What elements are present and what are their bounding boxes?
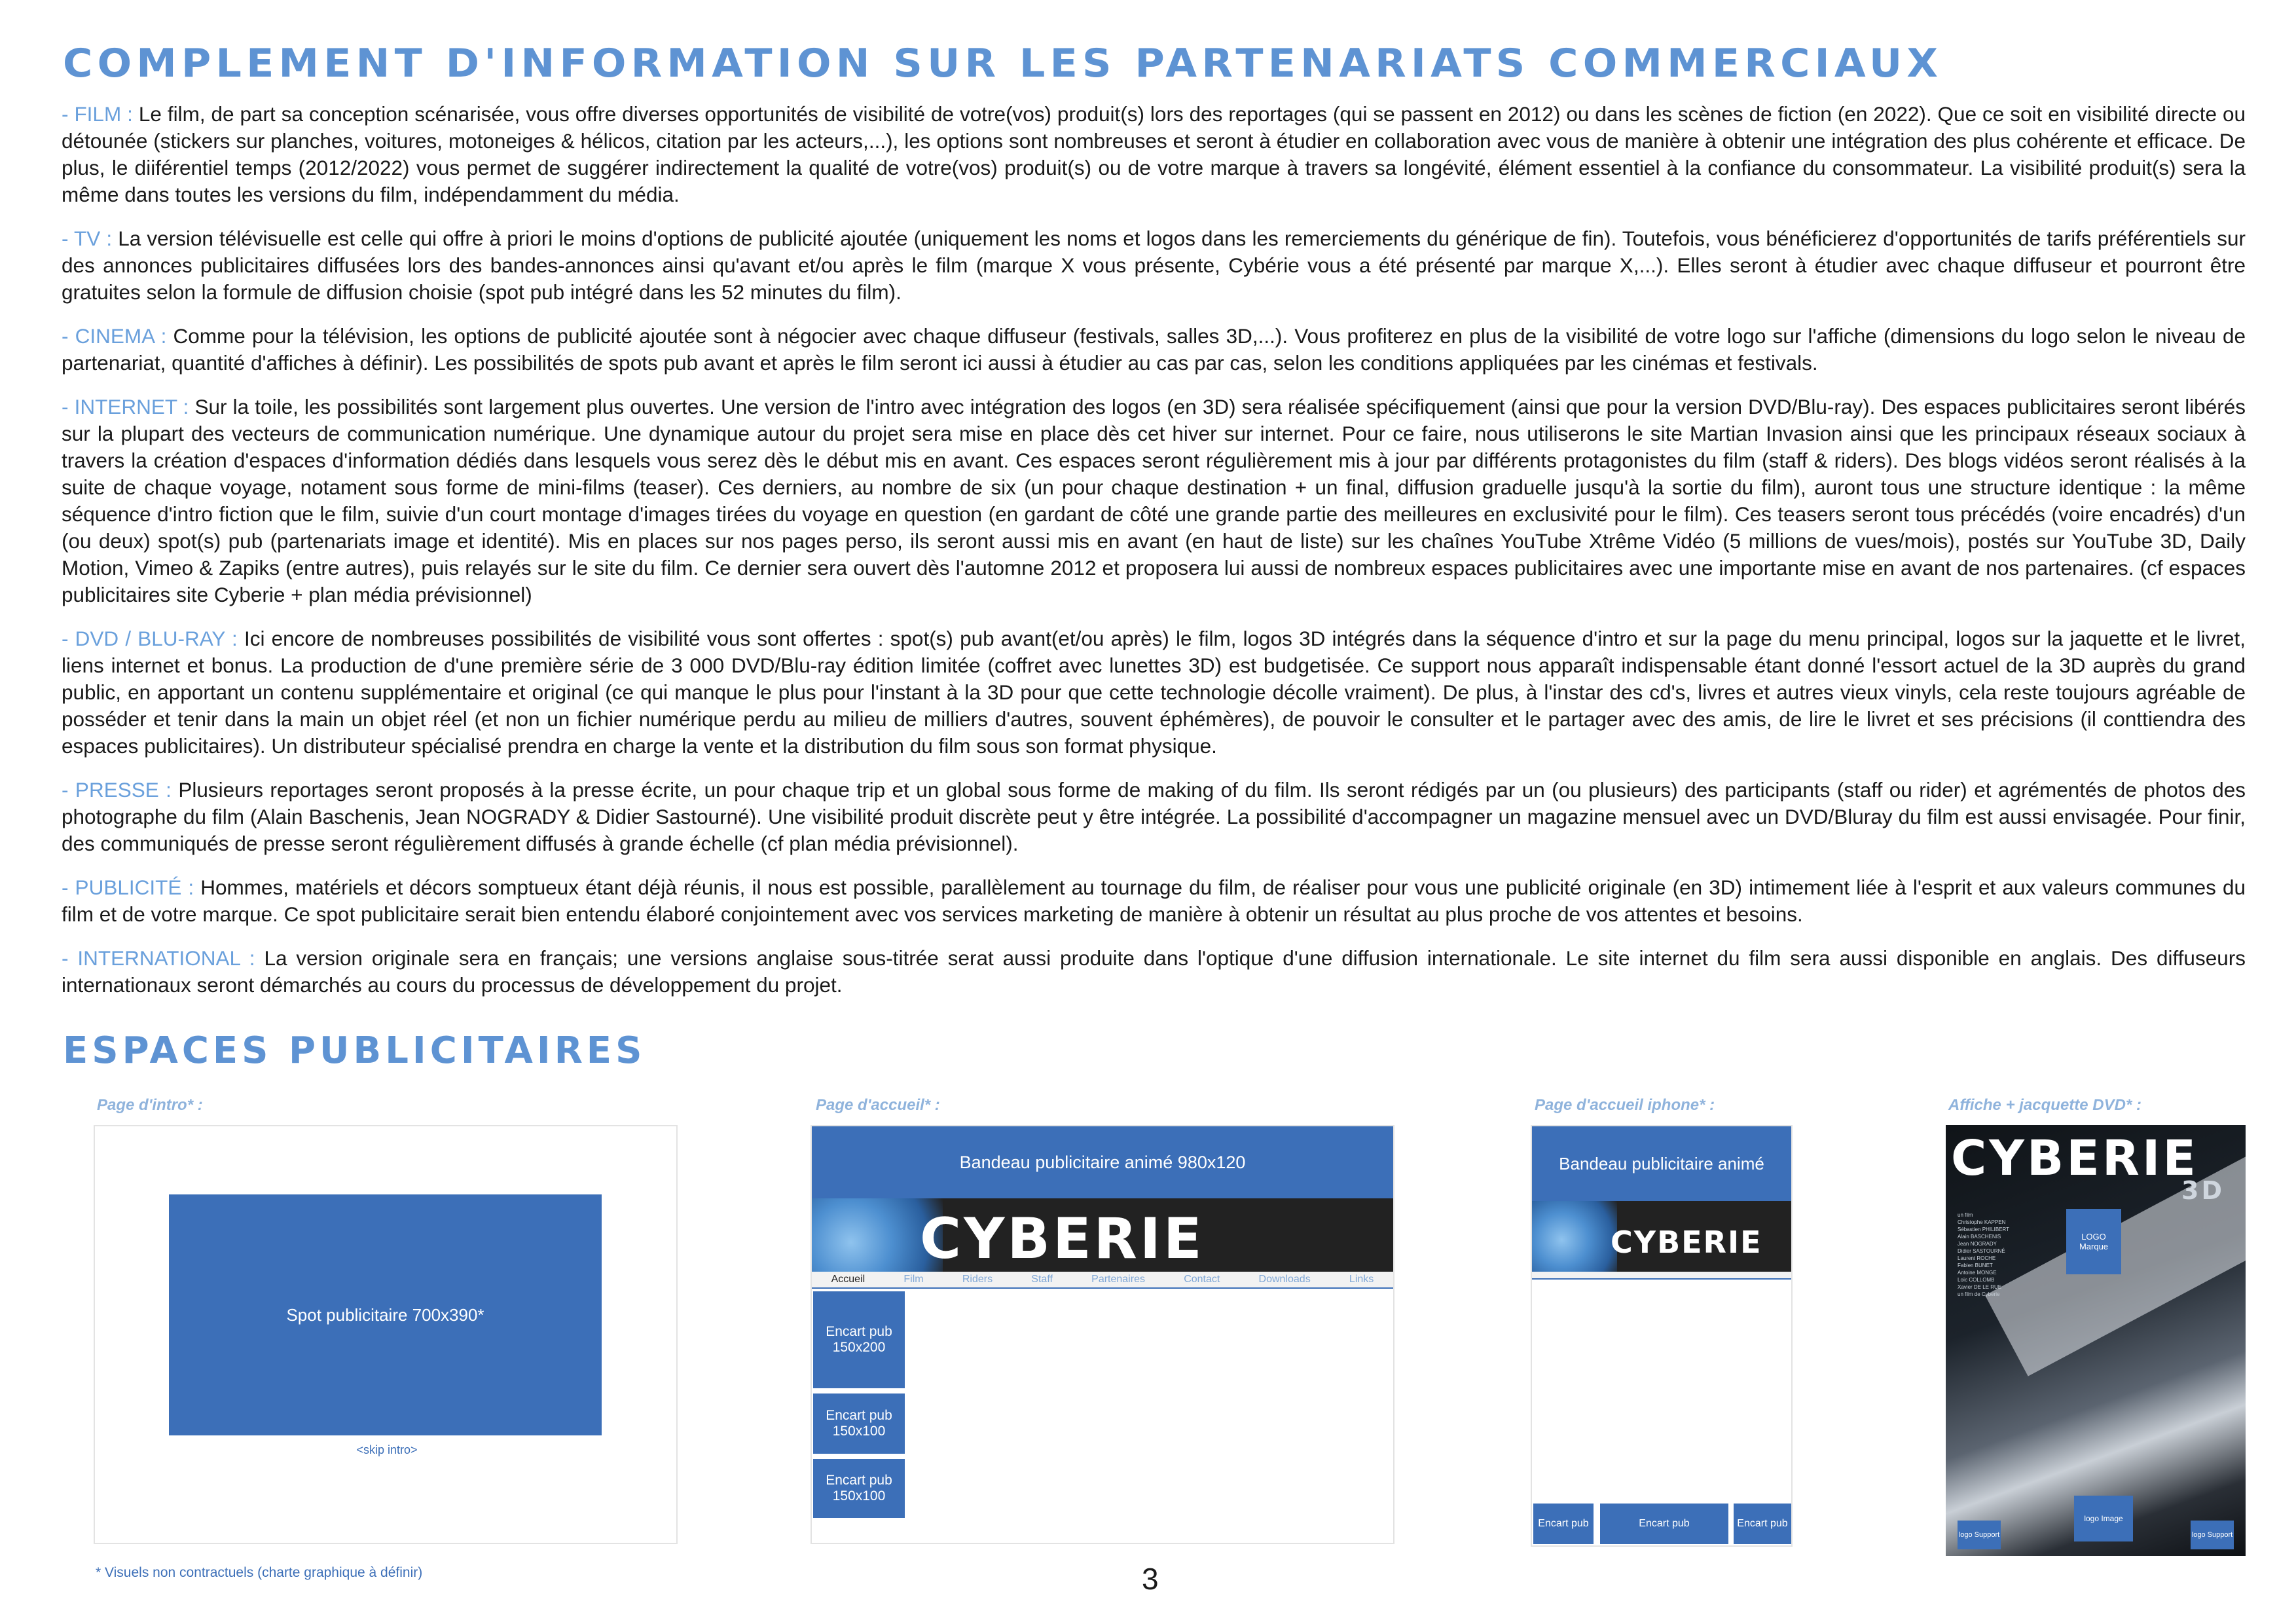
panel-home-caption: Page d'accueil* : [816,1096,940,1114]
poster-credit-line: un film de Cyberie [1958,1291,2000,1297]
section-paragraph [62,394,2246,608]
section-label: - INTERNET : [62,395,189,418]
poster-logo: CYBERIE [1951,1130,2198,1187]
footnote: * Visuels non contractuels (charte graphique à définir) [96,1565,423,1580]
poster-credit-line: Alain BASCHENIS [1958,1234,2001,1240]
panel-poster-caption: Affiche + jacquette DVD* : [1948,1096,2141,1114]
poster-credit-line: Loïc COLLOMB [1958,1277,1995,1283]
section-paragraph [62,101,2246,208]
panel-home-frame [811,1125,1394,1544]
panel-intro-caption: Page d'intro* : [97,1096,203,1114]
section-paragraph [62,945,2246,999]
poster-logo-box: LOGO Marque [2066,1209,2121,1274]
iphone-nav [1532,1272,1791,1280]
section-label: - PUBLICITÉ : [62,876,194,899]
section-paragraph [62,874,2246,928]
nav-item[interactable]: Accueil [831,1274,866,1285]
poster-credit-line: Sébastien PHILIBERT [1958,1227,2010,1232]
poster-credit-line: Laurent ROCHE [1958,1255,1996,1261]
panel-iphone-caption: Page d'accueil iphone* : [1535,1096,1715,1114]
section-label: - PRESSE : [62,778,172,802]
home-ad-150x100-1[interactable]: Encart pub 150x100 [813,1393,905,1454]
iphone-ad-3[interactable]: Encart pub [1734,1504,1791,1544]
home-nav [812,1272,1393,1289]
panel-intro-frame [94,1125,678,1544]
poster-credit-line: un film [1958,1212,1973,1218]
iphone-logo: CYBERIE [1611,1225,1762,1260]
poster-credits [1958,1211,2056,1298]
nav-item[interactable]: Contact [1184,1274,1220,1285]
section-label: - DVD / BLU-RAY : [62,627,238,650]
nav-item[interactable]: Partenaires [1091,1274,1145,1285]
section-paragraph [62,777,2246,857]
section-label: - CINEMA : [62,324,167,348]
ads-title: ESPACES PUBLICITAIRES [63,1029,646,1072]
home-ad-150x200[interactable]: Encart pub 150x200 [813,1291,905,1388]
poster-credit-line: Antoine MONGE [1958,1270,1997,1276]
section-paragraph [62,625,2246,760]
section-text: Hommes, matériels et décors somptueux étant déjà réunis, il nous est possible, parallèlement au tournage du film, de réaliser pour vous une publicité originale (en 3D) intimement liée à l'esprit et aux valeurs communes du film et de votre marque. Ce spot publicitaire serait bien entendu élaboré conjointement avec vos services marketing de manière à obtenir un résultat au plus proche de vos attentes et besoins. [62,876,2246,926]
poster-logo-support-right: logo Support [2191,1521,2234,1549]
home-logo: CYBERIE [920,1206,1205,1272]
panel-iphone-frame [1531,1125,1793,1547]
nav-item[interactable]: Staff [1031,1274,1053,1285]
section-text: Comme pour la télévision, les options de publicité ajoutée sont à négocier avec chaque diffuseur (festivals, salles 3D,...). Vous profiterez en plus de la visibilité de votre logo sur l'affiche (dimensions du logo selon le niveau de partenariat, quantité d'affiches à définir). Les possibilités de spots pub avant et après le film seront ici aussi à étudier au cas par cas, selon les conditions appliquées par les cinémas et festivals. [62,324,2246,375]
poster-3d: 3D [2181,1176,2225,1205]
poster-logo-support-left: logo Support [1958,1521,2001,1549]
page-title: COMPLEMENT D'INFORMATION SUR LES PARTENARIATS COMMERCIAUX [63,41,1943,86]
poster-credit-line: Didier SASTOURNÉ [1958,1248,2005,1254]
nav-item[interactable]: Riders [962,1274,993,1285]
home-ad-150x100-2[interactable]: Encart pub 150x100 [813,1459,905,1518]
sections-list [62,101,2246,1016]
nav-item[interactable]: Links [1349,1274,1374,1285]
section-text: Plusieurs reportages seront proposés à la presse écrite, un pour chaque trip et un global sous forme de making of du film. Ils seront rédigés par un (ou plusieurs) des participants (staff ou rider) et agrémentés de photos des photographe du film (Alain Baschenis, Jean NOGRADY & Didier Sastourné). Une visibilité produit discrète peut y être intégrée. La possibilité d'accompagner un magazine mensuel avec un DVD/Bluray du film est aussi envisagée. Pour finir, des communiqués de presse seront régulièrement diffusés à grande échelle (cf plan média prévisionnel). [62,778,2246,855]
section-text: Ici encore de nombreuses possibilités de visibilité vous sont offertes : spot(s) pub avant(et/ou après) le film, logos 3D intégrés dans la séquence d'intro et sur la page du menu principal, logos sur la jaquette et le livret, liens internet et bonus. La production de d'une première série de 3 000 DVD/Blu-ray édition limitée (coffret avec lunettes 3D) est budgetisée. Ce support nous apparaît indispensable étant donné l'essort actuel de la 3D auprès du grand public, en apportant un contenu supplémentaire et original (ce qui manque le plus pour l'instant à la 3D pour que cette technologie décolle vraiment). De plus, à l'instar des cd's, livres et autres vieux vinyls, cela reste toujours agréable de posséder et tenir dans la main un objet réel (et non un fichier numérique perdu au milieu de milliers d'autres, souvent éphémères), de pouvoir le consulter et le partager avec des amis, de lire le livret et ses précisions (il conttiendra des espaces publicitaires). Un distributeur spécialisé prendra en charge la vente et la distribution du film sous son format physique. [62,627,2246,758]
section-label: - INTERNATIONAL : [62,946,255,970]
iphone-header [1532,1201,1791,1272]
section-text: La version télévisuelle est celle qui offre à priori le moins d'options de publicité ajoutée (uniquement les noms et logos dans les remerciements du générique de fin). Toutefois, vous bénéficierez d'opportunités de tarifs préférentiels sur des annonces publicitaires diffusées lors des bandes-annonces ainsi qu'avant et/ou après le film (marque X vous présente, Cybérie vous a été présenté par marque X,...). Elles seront à étudier avec chaque diffuseur et pourront être gratuites selon la formule de diffusion choisie (spot pub intégré dans les 52 minutes du film). [62,227,2246,304]
nav-item[interactable]: Downloads [1258,1274,1311,1285]
skip-intro-link[interactable]: <skip intro> [356,1443,418,1456]
iphone-banner[interactable]: Bandeau publicitaire animé [1532,1126,1791,1201]
page-number: 3 [1142,1562,1159,1596]
iphone-ad-1[interactable]: Encart pub [1533,1504,1594,1544]
section-text: Sur la toile, les possibilités sont largement plus ouvertes. Une version de l'intro avec intégration des logos (en 3D) sera réalisée spécifiquement (ainsi que pour la version DVD/Blu-ray). Des espaces publicitaires seront libérés sur la plupart des vecteurs de communication numérique. Une dynamique autour du projet sera mise en place dès cet hiver sur internet. Pour ce faire, nous utiliserons le site Martian Invasion ainsi que les principaux réseaux sociaux à travers la création d'espaces d'information dédiés dans lesquels vous serez dès le début mis en avant. Ces espaces seront régulièrement mis à jour par différents protagonistes du film (staff & riders). Des blogs vidéos seront réalisés à la suite de chaque voyage, notament sous forme de mini-films (teaser). Ces derniers, au nombre de six (un pour chaque destination + un final, diffusion graduelle jusqu'à la sortie du film), auront tous une structure identique : la même séquence d'intro fiction que le film, suivie d'un court montage d'images tirées du voyage en question (en gardant de côté une grande partie des meilleures en exclusivité pour le film). Ces teasers seront tous précédés (voire encadrés) d'un (ou deux) spot(s) pub (partenariats image et identité). Mis en places sur nos pages perso, ils seront aussi mis en avant (en haut de liste) sur les chaînes YouTube Xtrême Vidéo (5 millions de vues/mois), postés sur YouTube 3D, Daily Motion, Vimeo & Zapiks (entre autres), puis relayés sur le site du film. Ce dernier sera ouvert dès l'automne 2012 et proposera lui aussi de nombreux espaces publicitaires avec une importante mise en avant de nos partenaires. (cf espaces publicitaires site Cyberie + plan média prévisionnel) [62,395,2246,606]
section-paragraph [62,323,2246,377]
poster-logo-image: logo Image [2074,1496,2133,1541]
nav-item[interactable]: Film [903,1274,924,1285]
poster-credit-line: Christophe KAPPEN [1958,1219,2006,1225]
section-label: - FILM : [62,102,133,126]
home-header [812,1198,1393,1272]
poster [1946,1125,2246,1556]
poster-credit-line: Jean NOGRADY [1958,1241,1997,1247]
poster-credit-line: Xavier DE LE RUE [1958,1284,2002,1290]
section-text: La version originale sera en français; une versions anglaise sous-titrée serat aussi produite dans l'optique d'une diffusion internationale. Le site internet du film sera aussi disponible en anglais. Des diffuseurs internationaux seront démarchés au cours du processus de développement du projet. [62,946,2246,997]
section-paragraph [62,225,2246,306]
poster-credit-line: Fabien BUNET [1958,1263,1993,1268]
home-banner[interactable]: Bandeau publicitaire animé 980x120 [812,1126,1393,1198]
iphone-ad-2[interactable]: Encart pub [1600,1504,1728,1544]
intro-spot[interactable]: Spot publicitaire 700x390* [169,1194,602,1435]
section-text: Le film, de part sa conception scénarisée, vous offre diverses opportunités de visibilité de votre(vos) produit(s) lors des reportages (qui se passent en 2012) ou dans les scènes de fiction (en 2022). Que ce soit en visibilité directe ou détounée (stickers sur planches, voitures, motoneiges & hélicos, citation par les acteurs,...), les options sont nombreuses et seront à étudier en collaboration avec vous de manière à obtenir une intégration des plus cohérente et efficace. De plus, le diiférentiel temps (2012/2022) vous permet de suggérer indirectement la qualité de votre(vos) produit(s) ou de votre marque à travers sa longévité, élément essentiel à la confiance du consommateur. La visibilité produit(s) sera la même dans toutes les versions du film, indépendamment du média. [62,102,2246,206]
section-label: - TV : [62,227,113,250]
iphone-globe [1532,1201,1617,1272]
